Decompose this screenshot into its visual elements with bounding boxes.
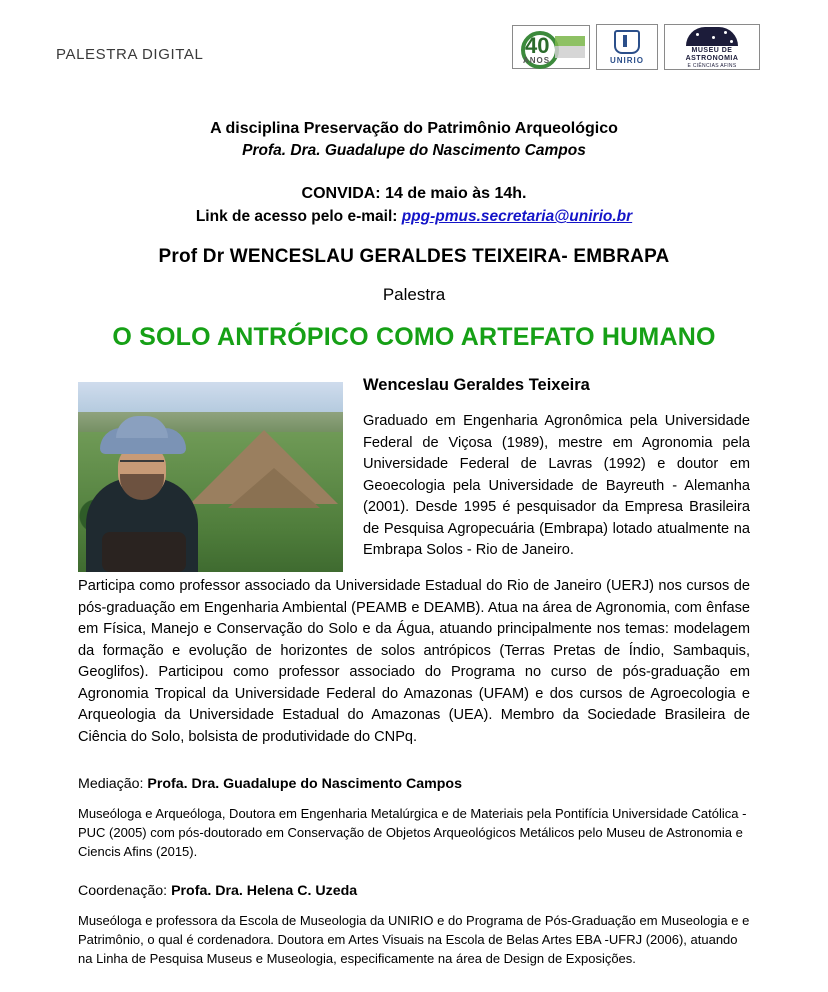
mediation-line [78, 774, 750, 794]
logo-40-anos-label: ANOS [523, 56, 551, 65]
access-link-line [78, 205, 750, 228]
coordination-bio: Museóloga e professora da Escola de Museologia da UNIRIO e do Programa de Pós-Graduação em Museologia e e Patrimônio, o qual é cordenadora. Doutora em Artes Visuais na Escola de Belas Artes EBA -UFRJ (2006), atuando na Linha de Pesquisa Museus e Museologia, especificamente na área de Design de Exposições. [78, 913, 750, 966]
invite-line: CONVIDA: 14 de maio às 14h. [301, 185, 527, 202]
palestra-label: Palestra [382, 285, 446, 304]
access-link-prefix: Link de acesso pelo e-mail: [195, 208, 402, 225]
logo-40-number: 40 [525, 33, 550, 58]
coordination-label: Coordenação: [78, 883, 172, 899]
mediation-label: Mediação: [78, 776, 148, 792]
speaker-bio-paragraph-2: Participa como professor associado da Universidade Estadual do Rio de Janeiro (UERJ) nos cursos de pós-graduação em Engenharia Ambiental (PEAMB e DEAMB). Atua na área de Agronomia, com ênfase em Física, Manejo e Conservação do Solo e da Água, atuando principalmente nos temas: modelagem da formação e evolução de horizontes de solos antrópicos (Terras Pretas de Índio, Sambaquis, Geoglifos). Participou como professor associado do Programa no curso de pós-graduação em Agronomia Tropical da Universidade Federal do Amazonas (UFAM) e dos cursos de Agroecologia e Arqueologia da Universidade Estadual do Amazonas (UEA). Membro da Sociedade Brasileira de Ciência do Solo, bolsista de produtividade do CNPq. [78, 578, 750, 745]
discipline-title: A disciplina Preservação do Patrimônio Arqueológico [210, 120, 618, 137]
photo-person-shirt [102, 532, 186, 572]
unirio-40-anos-logo [512, 25, 590, 69]
unirio-mark-icon [614, 30, 640, 54]
museu-logo-line1: MUSEU DE [691, 47, 733, 54]
museu-de-astronomia-logo [664, 24, 760, 70]
coordination-line [78, 881, 750, 901]
mediation-bio: Museóloga e Arqueóloga, Doutora em Engenharia Metalúrgica e de Materiais pela Pontifícia Universidade Católica - PUC (2005) com pós-doutorado em Conservação de Objetos Arqueológicos Metálicos pelo Museu de Astronomia e Ciencis Afins (2015). [78, 806, 747, 859]
mediation-name: Profa. Dra. Guadalupe do Nascimento Campos [147, 776, 462, 792]
logo-40-accent [555, 36, 585, 58]
logo-group [512, 24, 760, 70]
talk-title: O SOLO ANTRÓPICO COMO ARTEFATO HUMANO [112, 323, 716, 351]
page-header [56, 0, 750, 92]
observatory-dome-icon [686, 27, 738, 46]
coordination-name: Profa. Dra. Helena C. Uzeda [171, 883, 358, 899]
unirio-logo [596, 24, 658, 70]
museu-logo-line3: E CIÊNCIAS AFINS [687, 63, 737, 69]
title-block [78, 118, 750, 352]
speaker-heading: Prof Dr WENCESLAU GERALDES TEIXEIRA- EMBRAPA [158, 246, 670, 267]
unirio-logo-text: UNIRIO [610, 55, 644, 65]
speaker-photo [78, 382, 343, 572]
header-label: PALESTRA DIGITAL [56, 46, 204, 63]
photo-person-glasses [120, 460, 164, 470]
speaker-bio-section [78, 376, 750, 748]
email-link[interactable]: ppg-pmus.secretaria@unirio.br [401, 208, 633, 225]
speaker-name: Wenceslau Geraldes Teixeira [363, 376, 590, 394]
speaker-bio-paragraph-1: Graduado em Engenharia Agronômica pela Universidade Federal de Viçosa (1989), mestre em Agronomia pela Universidade Federal de Lavras (1992) e doutor em Geoecologia pela Universidade de Bayreuth - Alemanha (2001). Desde 1995 é pesquisador da Empresa Brasileira de Pesquisa Agropecuária (Embrapa) lotado atualmente na Embrapa Solos - Rio de Janeiro. [363, 413, 750, 558]
credits-section [78, 774, 750, 968]
photo-pyramid-secondary [228, 468, 320, 508]
discipline-professor: Profa. Dra. Guadalupe do Nascimento Campos [242, 142, 586, 159]
museu-logo-line2: ASTRONOMIA [685, 55, 739, 62]
